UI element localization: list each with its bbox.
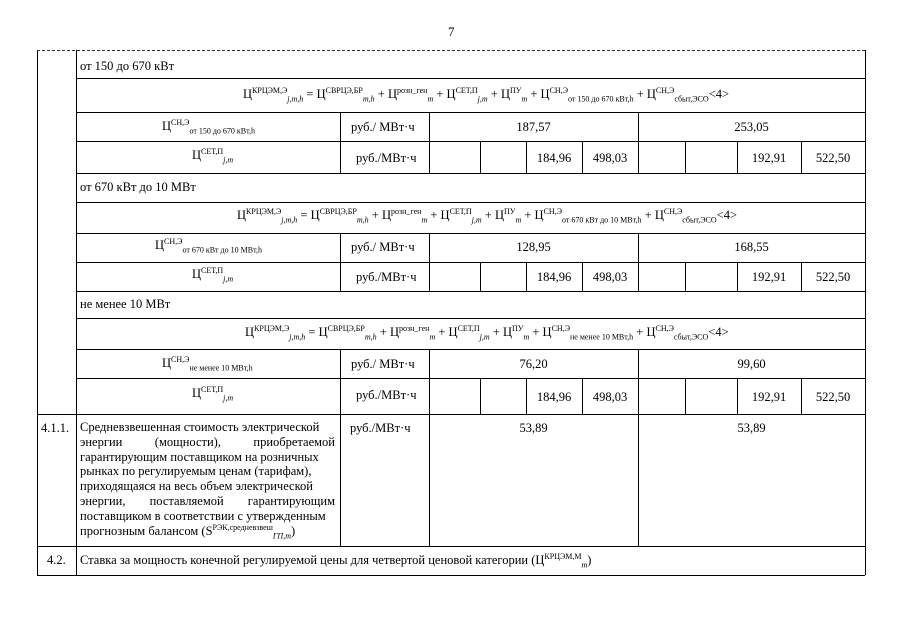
value-cell: 522,50 [815,390,851,404]
value-cell: 498,03 [592,270,628,284]
page-number: 7 [448,24,455,39]
row-symbol: $Ц^{СН,Э}_{от 670 кВт до 10 МВт,h}$ [155,236,262,255]
unit: руб./МВт·ч [356,388,417,402]
value-cell: 53,89 [737,421,766,435]
row-symbol: $Ц^{СН,Э}_{не менее 10 МВт,h}$ [162,354,253,373]
unit: руб./МВт·ч [350,421,411,435]
unit: руб./МВт·ч [356,151,417,165]
value-cell: 498,03 [592,390,628,404]
item-number: 4.2. [47,553,66,567]
value-cell: 53,89 [519,421,548,435]
value-cell: 128,95 [516,240,551,254]
section-heading: не менее 10 МВт [80,297,171,311]
value-cell: 99,60 [737,357,766,371]
value-cell: 253,05 [734,120,769,134]
value-cell: 184,96 [536,151,572,165]
row-symbol: $Ц^{СЕТ,П}_{j,m}$ [192,265,234,284]
value-cell: 522,50 [815,151,851,165]
row-symbol: $Ц^{СЕТ,П}_{j,m}$ [192,146,234,165]
item-number: 4.1.1. [41,421,70,435]
value-cell: 168,55 [734,240,769,254]
unit: руб./МВт·ч [356,270,417,284]
row-symbol: $Ц^{СН,Э}_{от 150 до 670 кВт,h}$ [162,117,256,136]
formula: $Ц^{КРЦЭМ,Э}_{j,m,h} = Ц^{СВРЦЭ,БР}_{m,h} + Ц^{розн\_ген}_m + Ц^{СЕТ,П}_{j,m} + Ц^{ПУ}_m + Ц^{СН,Э}_{от 670 кВт до 10 МВт,h} + Ц^{СН,Э}_{сбыт,ЭСО}<4>$ [237,206,738,225]
section-heading: от 670 кВт до 10 МВт [80,180,196,194]
value-cell: 498,03 [592,151,628,165]
formula: $Ц^{КРЦЭМ,Э}_{j,m,h} = Ц^{СВРЦЭ,БР}_{m,h} + Ц^{розн\_ген}_m + Ц^{СЕТ,П}_{j,m} + Ц^{ПУ}_m + Ц^{СН,Э}_{не менее 10 МВт,h} + Ц^{СН,Э}_{сбыт,ЭСО}<4>$ [245,323,729,342]
unit: руб./ МВт·ч [351,240,415,254]
value-cell: 192,91 [751,270,787,284]
value-cell: 184,96 [536,390,572,404]
value-cell: 187,57 [516,120,551,134]
value-cell: 522,50 [815,270,851,284]
formula: $Ц^{КРЦЭМ,Э}_{j,m,h} = Ц^{СВРЦЭ,БР}_{m,h} + Ц^{розн\_ген}_m + Ц^{СЕТ,П}_{j,m} + Ц^{ПУ}_m + Ц^{СН,Э}_{от 150 до 670 кВт,h} + Ц^{СН,Э}_{сбыт,ЭСО}<4>$ [243,85,730,104]
item-description: Ставка за мощность конечной регулируемой цены для четвертой ценовой категории $(Ц^{КРЦЭМ,М}_m)$ [80,551,592,570]
unit: руб./ МВт·ч [351,120,415,134]
value-cell: 192,91 [751,151,787,165]
section-heading: от 150 до 670 кВт [80,59,175,73]
unit: руб./ МВт·ч [351,357,415,371]
value-cell: 76,20 [519,357,548,371]
value-cell: 192,91 [751,390,787,404]
value-cell: 184,96 [536,270,572,284]
row-symbol: $Ц^{СЕТ,П}_{j,m}$ [192,384,234,403]
item-description: Средневзвешенная стоимость электрической энергии (мощности), приобретаемой гарантирующим поставщиком на розничных рынках по регулируемым ценам (тарифам), приходящаяся на весь объем электрической энергии, поставляемой гарантирующим поставщиком в соответствии с утвержденным прогнозным балансом $(S^{РЭК,средневзвеш}_{ГП,m})$ [80,420,335,541]
